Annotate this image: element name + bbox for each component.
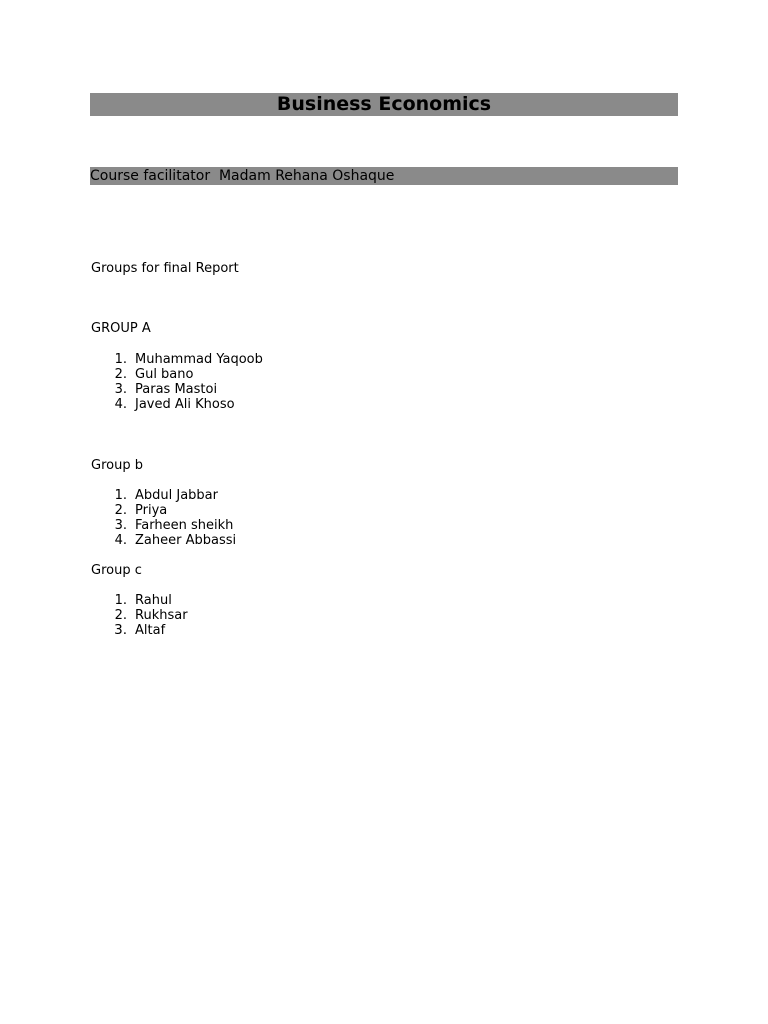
member-name: Zaheer Abbassi (135, 533, 237, 548)
member-name: Abdul Jabbar (135, 488, 218, 503)
member-name: Rukhsar (135, 608, 188, 623)
member-name: Altaf (135, 623, 166, 638)
member-name: Farheen sheikh (135, 518, 234, 533)
member-name: Paras Mastoi (135, 382, 218, 397)
list-number: 1. (114, 593, 127, 608)
list-number: 2. (114, 367, 127, 382)
section-heading: Groups for final Report (91, 261, 239, 276)
list-number: 2. (114, 608, 127, 623)
list-number: 1. (114, 488, 127, 503)
member-name: Priya (135, 503, 168, 518)
member-name: Javed Ali Khoso (135, 397, 235, 412)
group-c-label: Group c (91, 563, 142, 578)
list-number: 2. (114, 503, 127, 518)
group-a-label: GROUP A (91, 321, 151, 336)
member-name: Muhammad Yaqoob (135, 352, 263, 367)
list-number: 1. (114, 352, 127, 367)
member-name: Rahul (135, 593, 172, 608)
document-title: Business Economics (90, 93, 678, 116)
member-name: Gul bano (135, 367, 194, 382)
list-number: 3. (114, 518, 127, 533)
list-number: 4. (114, 533, 127, 548)
list-number: 4. (114, 397, 127, 412)
group-b-label: Group b (91, 458, 143, 473)
list-number: 3. (114, 622, 127, 638)
list-number: 3. (114, 382, 127, 397)
course-facilitator: Course facilitator Madam Rehana Oshaque (90, 167, 678, 185)
